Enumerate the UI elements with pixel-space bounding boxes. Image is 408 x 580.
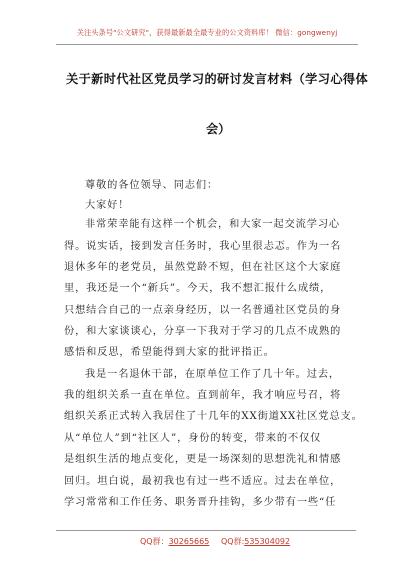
greeting: 大家好！ bbox=[85, 200, 130, 211]
document-title-line-1: 关于新时代社区党员学习的研讨发言材料（学习心得体 bbox=[66, 72, 369, 86]
qq-group-number: 535304092 bbox=[244, 537, 291, 546]
paragraph-line: 只想结合自己的一点亲身经历，以一名普通社区党员的身 bbox=[64, 305, 342, 316]
header-banner bbox=[56, 26, 358, 45]
qq-group-number: 30265665 bbox=[168, 537, 210, 546]
paragraph-line: 感悟和反思，希望能得到大家的批评指正。 bbox=[64, 347, 275, 358]
paragraph-line: 学习常常和工作任务、职务晋升挂钩，多少带有一些“任 bbox=[64, 497, 337, 508]
paragraph-line: 份，和大家谈谈心，分享一下我对于学习的几点不成熟的 bbox=[64, 326, 342, 337]
qq-group-label: QQ群： bbox=[140, 537, 169, 546]
salutation: 尊敬的各位领导、同志们： bbox=[85, 180, 219, 191]
paragraph-line: 从“单位人”到“社区人”，身份的转变，带来的不仅仅 bbox=[64, 433, 322, 444]
footer-qq-group-2 bbox=[221, 535, 290, 549]
header-banner-text: 关注头条号"公文研究"，获得最新最全最专业的公文资料库！ 微信：gongwenyj bbox=[76, 28, 338, 37]
paragraph-line: 退休多年的老党员，虽然党龄不短，但在社区这个大家庭 bbox=[64, 262, 342, 273]
footer-banner bbox=[56, 530, 356, 548]
document-title-line-2: 会） bbox=[206, 122, 231, 136]
qq-group-label: QQ群: bbox=[221, 537, 245, 546]
paragraph-line: 非常荣幸能有这样一个机会，和大家一起交流学习心 bbox=[85, 219, 341, 230]
paragraph-line: 是组织生活的地点变化，更是一场深刻的思想洗礼和情感 bbox=[64, 454, 342, 465]
paragraph-line: 得。说实话，接到发言任务时，我心里很忐忑。作为一名 bbox=[64, 241, 342, 252]
paragraph-line: 我是一名退休干部，在原单位工作了几十年。过去， bbox=[85, 369, 341, 380]
paragraph-line: 组织关系正式转入我居住了十几年的XX街道XX社区党总支。 bbox=[64, 411, 363, 422]
paragraph-line: 我的组织关系一直在单位。直到前年，我才响应号召，将 bbox=[64, 390, 342, 401]
paragraph-line: 里，我还是一个“新兵”。今天，我不想汇报什么成绩， bbox=[64, 283, 332, 294]
paragraph-line: 回归。坦白说，最初我也有过一些不适应。过去在单位， bbox=[64, 476, 342, 487]
footer-qq-group-1 bbox=[140, 535, 209, 549]
